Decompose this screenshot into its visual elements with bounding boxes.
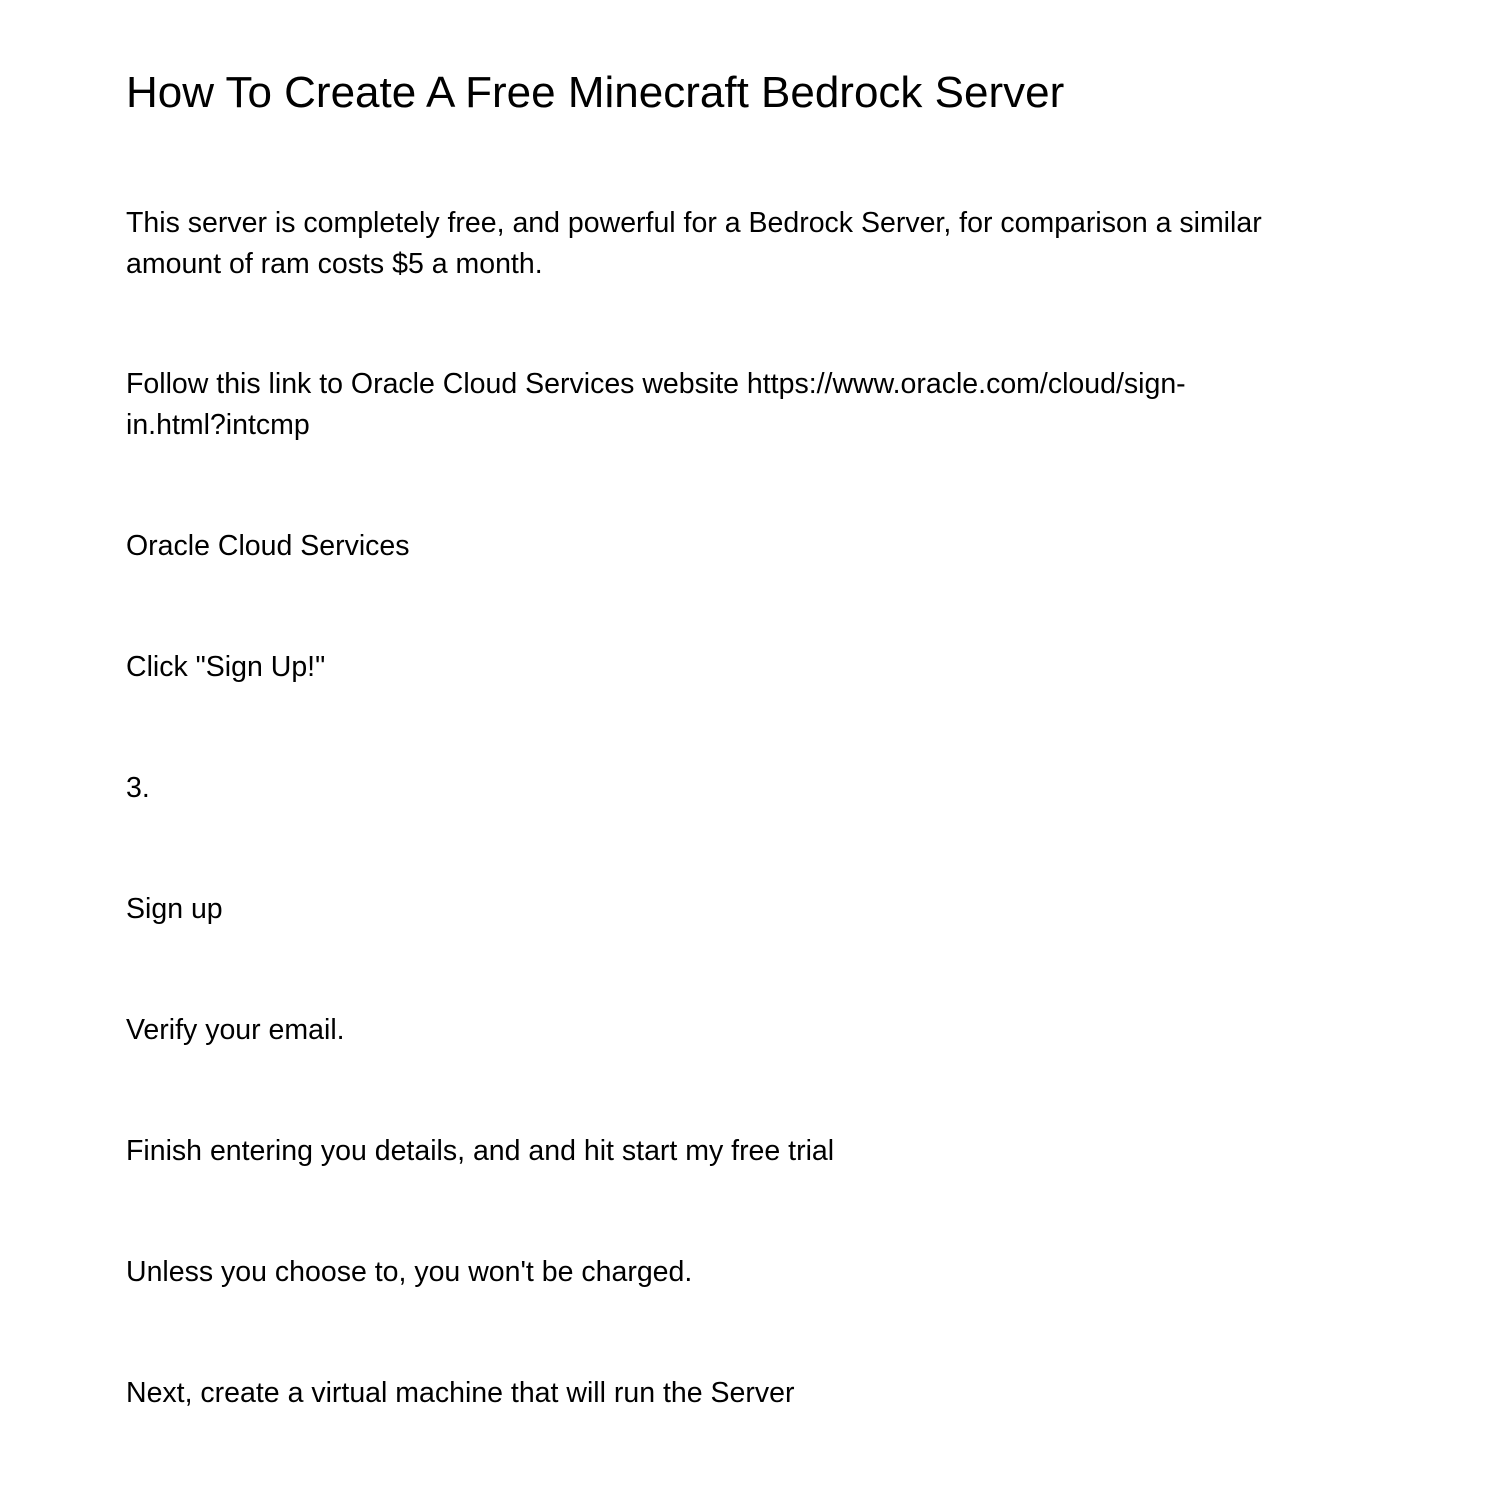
paragraph-verify-email [126,1010,345,1051]
paragraph-line: amount of ram costs $5 a month. [126,247,543,280]
paragraph-line: Verify your email. [126,1014,345,1046]
paragraph-line: Sign up [126,893,223,925]
paragraph-create-vm [126,1373,794,1414]
paragraph-finish-details [126,1131,834,1172]
paragraph-step-3 [126,768,150,809]
paragraph-line: 3. [126,772,150,804]
paragraph-line: Next, create a virtual machine that will run the Server [126,1377,795,1409]
paragraph-line: in.html?intcmp [126,408,310,441]
paragraph-sign-up [126,889,223,930]
paragraph-line: Finish entering you details, and and hit start my free trial [126,1135,835,1167]
paragraph-click-sign-up [126,647,325,688]
paragraph-line: Oracle Cloud Services [126,530,410,562]
page-title: How To Create A Free Minecraft Bedrock Server [126,68,1065,117]
paragraph-intro [126,203,1262,284]
paragraph-oracle-cloud-services [126,526,410,567]
paragraph-follow-link [126,364,1186,445]
paragraph-line: This server is completely free, and powerful for a Bedrock Server, for comparison a similar [126,207,1262,239]
paragraph-line: Follow this link to Oracle Cloud Services website https://www.oracle.com/cloud/sign- [126,368,1186,400]
paragraph-line: Click "Sign Up!" [126,651,326,683]
paragraph-line: Unless you choose to, you won't be charged. [126,1256,693,1288]
paragraph-not-charged [126,1252,692,1293]
